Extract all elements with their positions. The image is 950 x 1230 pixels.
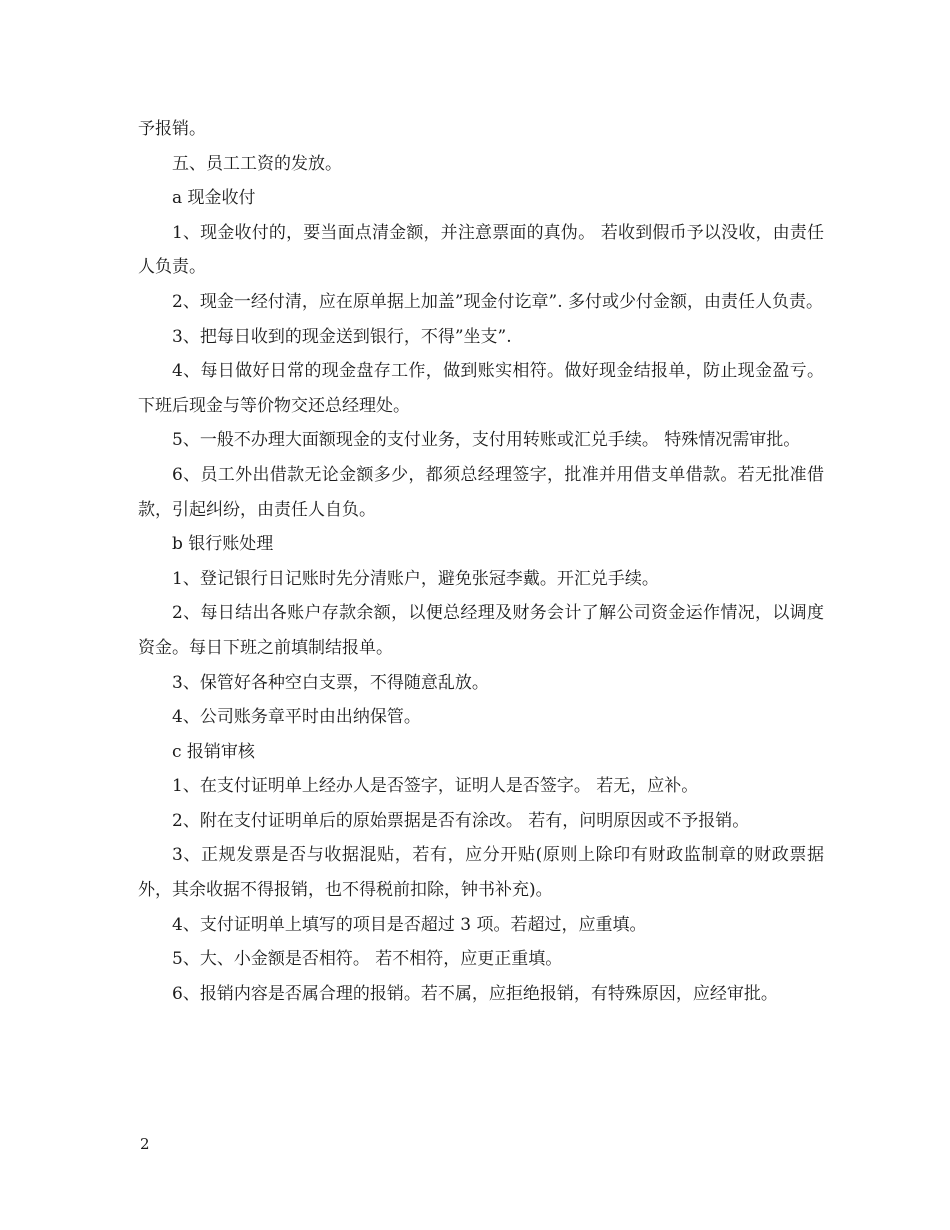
paragraph: 5、一般不办理大面额现金的支付业务，支付用转账或汇兑手续。 特殊情况需审批。 bbox=[172, 430, 801, 451]
paragraph: 2、每日结出各账户存款余额，以便总经理及财务会计了解公司资金运作情况，以调度资金。每日下班之前填制结报单。 bbox=[138, 603, 824, 658]
paragraph: 1、登记银行日记账时先分清账户，避免张冠李戴。开汇兑手续。 bbox=[172, 568, 659, 589]
paragraph: 3、正规发票是否与收据混贴，若有，应分开贴(原则上除印有财政监制章的财政票据外，其余收据不得报销，也不得税前扣除，钟书补充)。 bbox=[138, 845, 824, 901]
document-body bbox=[138, 112, 824, 1011]
paragraph: 1、现金收付的，要当面点清金额，并注意票面的真伪。 若收到假币予以没收，由责任人负责。 bbox=[138, 222, 824, 278]
paragraph: 4、每日做好日常的现金盘存工作，做到账实相符。做好现金结报单，防止现金盈亏。下班后现金与等价物交还总经理处。 bbox=[138, 361, 824, 416]
paragraph: 6、报销内容是否属合理的报销。若不属，应拒绝报销，有特殊原因，应经审批。 bbox=[172, 983, 778, 1004]
section-heading-salary: 五、员工工资的发放。 bbox=[172, 153, 342, 174]
subsection-heading-bank: b 银行账处理 bbox=[172, 534, 274, 555]
paragraph: 2、附在支付证明单后的原始票据是否有涂改。 若有，问明原因或不予报销。 bbox=[172, 810, 750, 831]
paragraph: 1、在支付证明单上经办人是否签字，证明人是否签字。 若无，应补。 bbox=[172, 776, 699, 797]
paragraph: 4、公司账务章平时由出纳保管。 bbox=[172, 707, 421, 728]
paragraph: 2、现金一经付清，应在原单据上加盖”现金付讫章”. 多付或少付金额，由责任人负责。 bbox=[172, 291, 824, 312]
paragraph: 3、把每日收到的现金送到银行，不得”坐支”. bbox=[172, 326, 512, 347]
page-number: 2 bbox=[140, 1135, 150, 1153]
subsection-heading-reimbursement: c 报销审核 bbox=[172, 741, 255, 762]
paragraph: 6、员工外出借款无论金额多少，都须总经理签字，批准并用借支单借款。若无批准借款，引起纠纷，由责任人自负。 bbox=[138, 464, 824, 520]
paragraph: 4、支付证明单上填写的项目是否超过 3 项。若超过，应重填。 bbox=[172, 914, 647, 935]
paragraph: 5、大、小金额是否相符。 若不相符，应更正重填。 bbox=[172, 949, 563, 970]
paragraph: 3、保管好各种空白支票，不得随意乱放。 bbox=[172, 672, 489, 693]
paragraph: 予报销。 bbox=[138, 119, 206, 139]
subsection-heading-cash: a 现金收付 bbox=[172, 188, 256, 209]
